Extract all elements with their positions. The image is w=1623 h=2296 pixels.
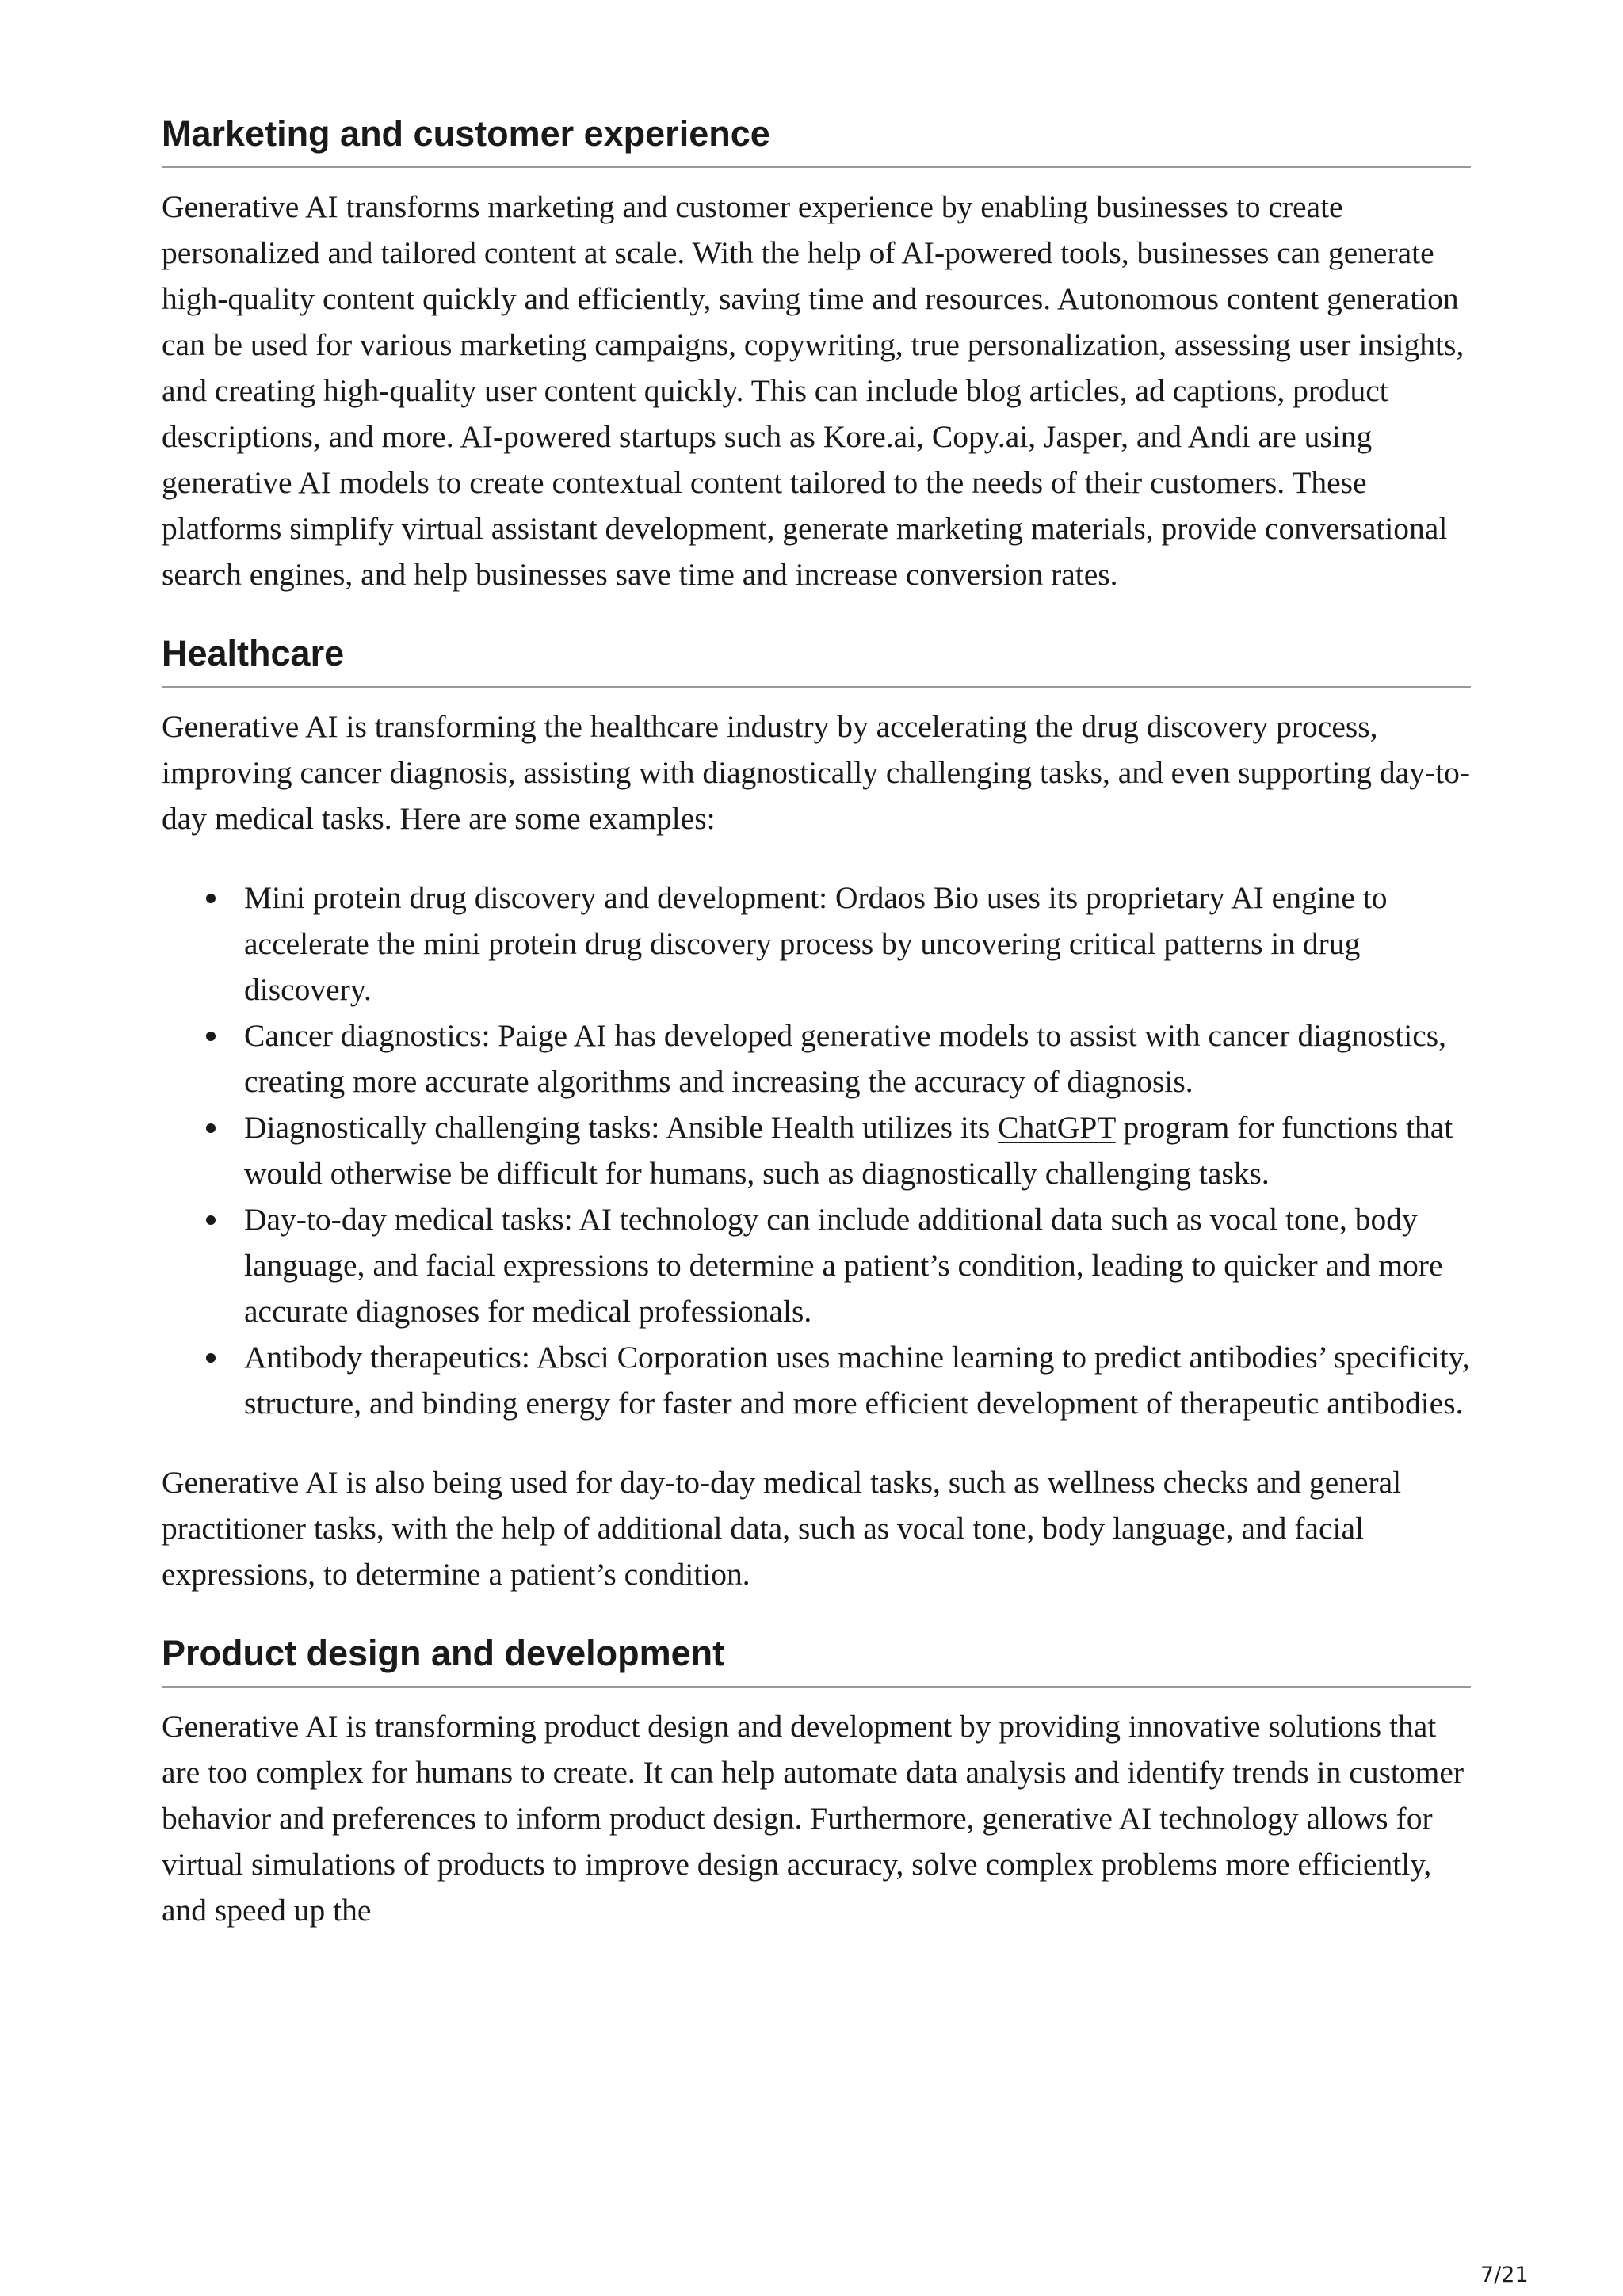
chatgpt-link[interactable]: ChatGPT xyxy=(998,1110,1116,1145)
bullet-icon xyxy=(206,1215,216,1225)
list-item xyxy=(162,1104,1471,1196)
bullet-icon xyxy=(206,1353,216,1363)
examples-list xyxy=(162,875,1471,1426)
list-item-text: Day-to-day medical tasks: AI technology can include additional data such as vocal tone, body language, and facial expressions to determine a patient’s condition, leading to quicker and more accurate diagnoses for medical professionals. xyxy=(244,1202,1443,1329)
section-paragraph: Generative AI is transforming product design and development by providing innovative solutions that are too complex for humans to create. It can help automate data analysis and identify trends in customer behavior and preferences to inform product design. Furthermore, generative AI technology allows for virtual simulations of products to improve design accuracy, solve complex problems more efficiently, and speed up the xyxy=(162,1709,1465,1928)
list-item xyxy=(162,1196,1471,1334)
section-heading: Marketing and customer experience xyxy=(162,111,1471,168)
bullet-icon xyxy=(206,894,216,903)
list-item xyxy=(162,1013,1471,1104)
list-item-text-after-link: program for functions that would otherwise be difficult for humans, such as diagnostically challenging tasks. xyxy=(244,1110,1453,1191)
section-healthcare xyxy=(162,631,1471,1597)
document-page xyxy=(162,111,1471,1933)
page-number: 7/21 xyxy=(1480,2263,1529,2287)
list-item-text: Antibody therapeutics: Absci Corporation uses machine learning to predict antibodies’ specificity, structure, and binding energy for faster and more efficient development of therapeutic antibodies. xyxy=(244,1340,1470,1421)
bullet-icon xyxy=(206,1032,216,1041)
section-marketing xyxy=(162,111,1471,597)
list-item-text-before-link: Diagnostically challenging tasks: Ansible Health utilizes its xyxy=(244,1110,999,1145)
section-paragraph: Generative AI transforms marketing and customer experience by enabling businesses to create personalized and tailored content at scale. With the help of AI-powered tools, businesses can generate high-quality content quickly and efficiently, saving time and resources. Autonomous content generation can be used for various marketing campaigns, copywriting, true personalization, assessing user insights, and creating high-quality user content quickly. This can include blog articles, ad captions, product descriptions, and more. AI-powered startups such as Kore.ai, Copy.ai, Jasper, and Andi are using generative AI models to create contextual content tailored to the needs of their customers. These platforms simplify virtual assistant development, generate marketing materials, provide conversational search engines, and help businesses save time and increase conversion rates. xyxy=(162,189,1465,592)
list-item-text: Cancer diagnostics: Paige AI has developed generative models to assist with cancer diagnostics, creating more accurate algorithms and increasing the accuracy of diagnosis. xyxy=(244,1018,1447,1099)
list-item xyxy=(162,1334,1471,1426)
section-product-design xyxy=(162,1630,1471,1933)
section-closing-paragraph: Generative AI is also being used for day-to-day medical tasks, such as wellness checks and general practitioner tasks, with the help of additional data, such as vocal tone, body language, and facial expressions, to determine a patient’s condition. xyxy=(162,1465,1402,1592)
list-item xyxy=(162,875,1471,1013)
section-heading: Healthcare xyxy=(162,631,1471,688)
list-item-text: Mini protein drug discovery and development: Ordaos Bio uses its proprietary AI engine to accelerate the mini protein drug discovery process by uncovering critical patterns in drug discovery. xyxy=(244,880,1388,1007)
section-heading: Product design and development xyxy=(162,1630,1471,1688)
section-intro-paragraph: Generative AI is transforming the healthcare industry by accelerating the drug discovery process, improving cancer diagnosis, assisting with diagnostically challenging tasks, and even supporting day-to-day medical tasks. Here are some examples: xyxy=(162,709,1470,836)
bullet-icon xyxy=(206,1123,216,1133)
